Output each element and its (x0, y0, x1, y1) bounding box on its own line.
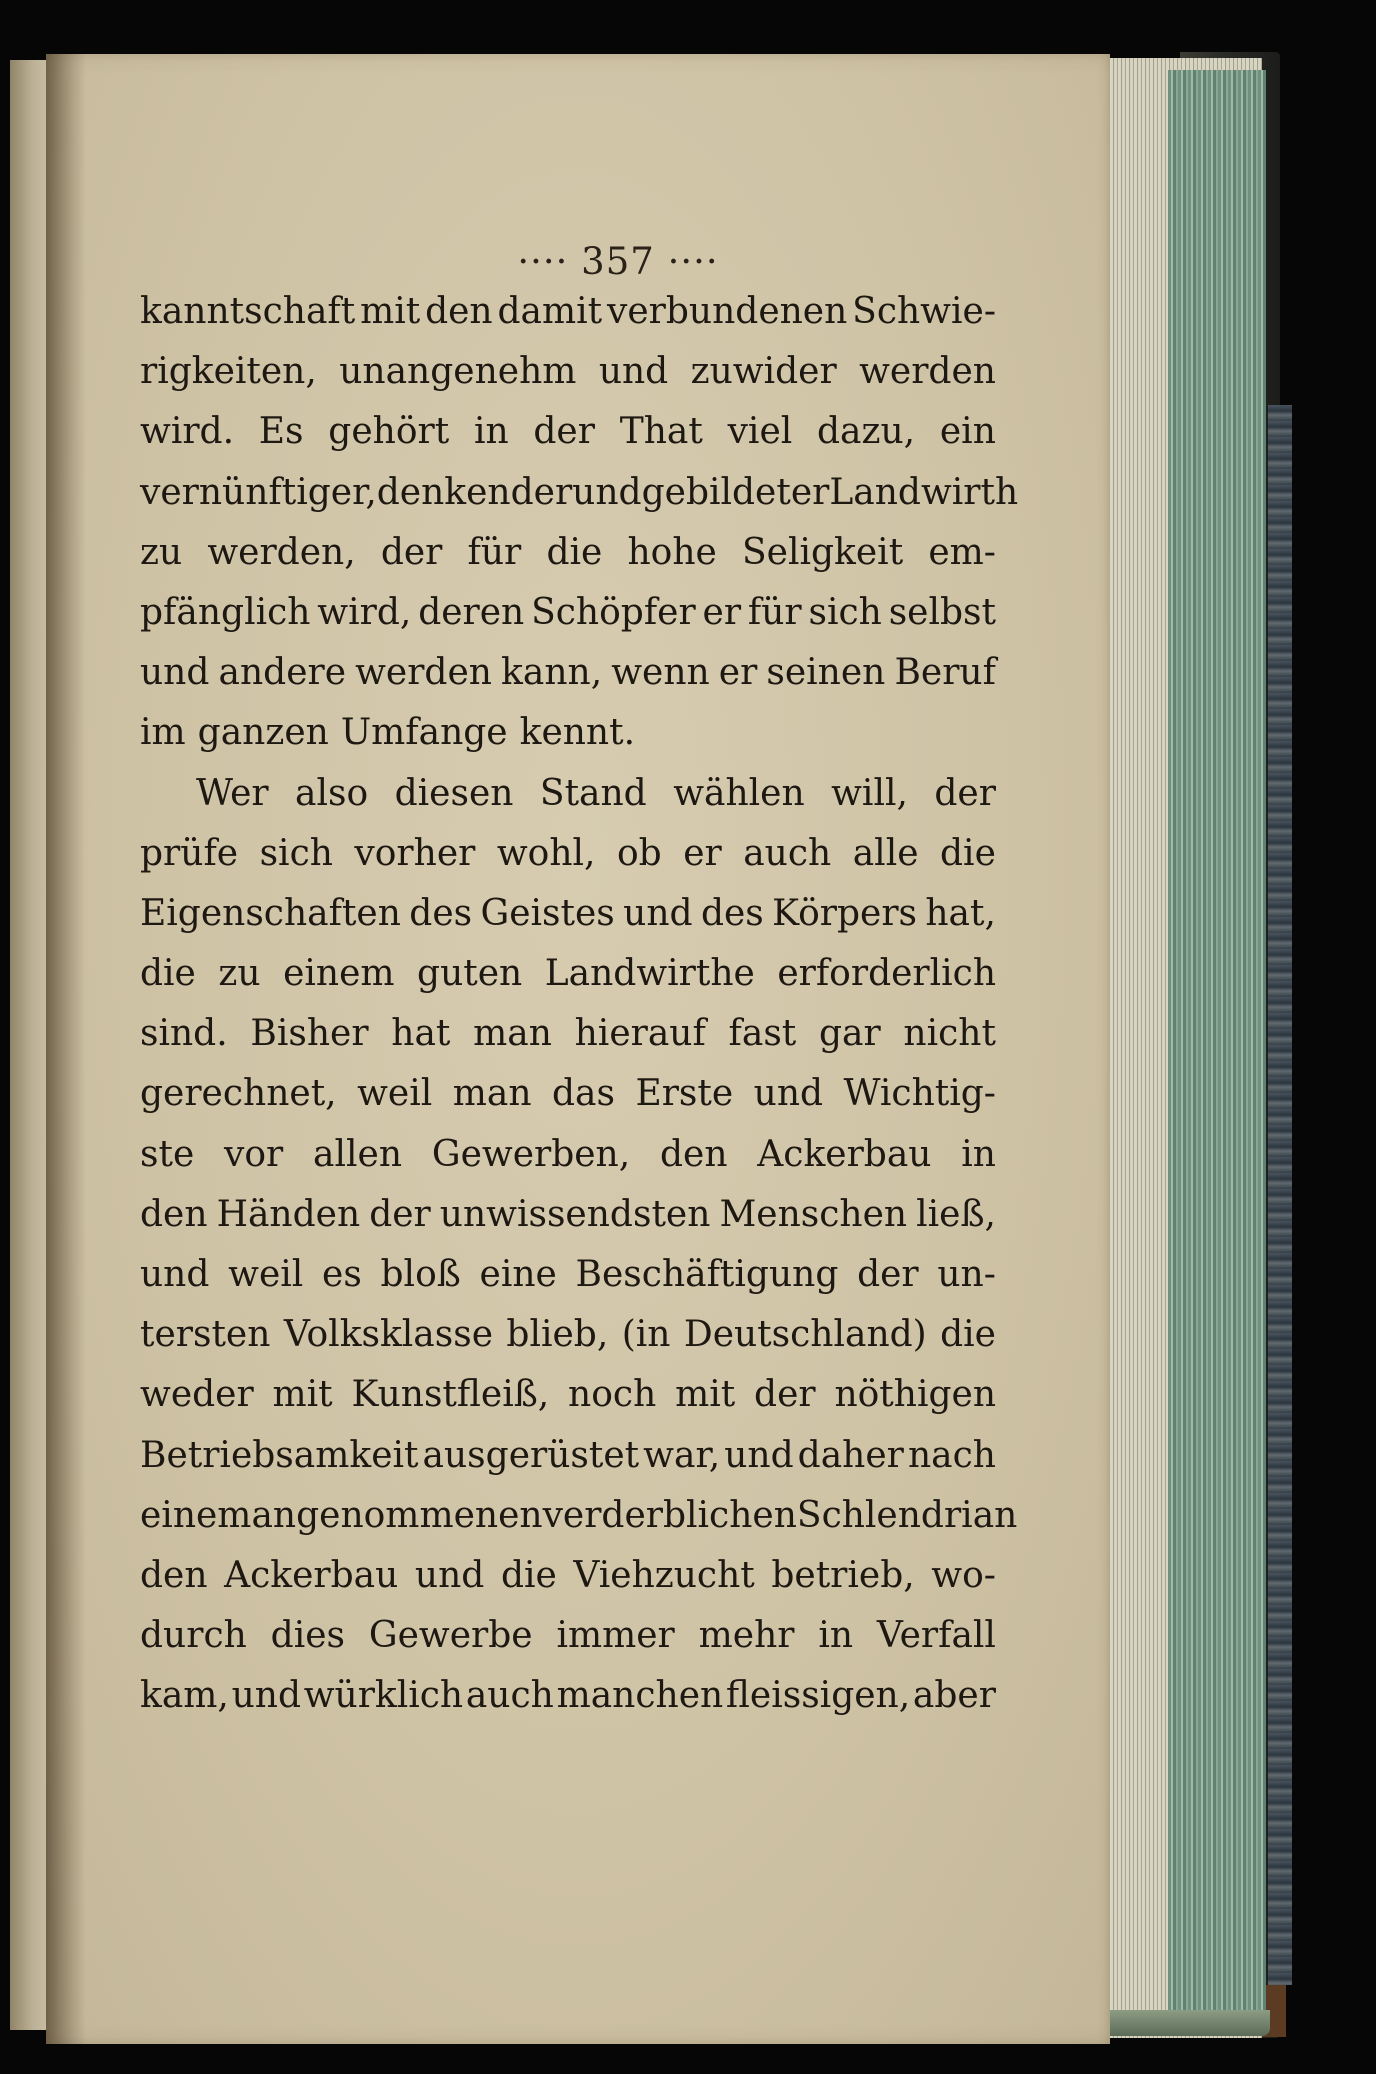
word: für (747, 591, 802, 633)
word: und (724, 1434, 794, 1476)
word: und (572, 471, 642, 513)
text-line (140, 1073, 996, 1133)
word: der (380, 531, 443, 573)
word: Beruf (894, 652, 996, 694)
word: Ackerbau (224, 1554, 399, 1596)
text-line (140, 652, 996, 712)
word: mehr (698, 1615, 795, 1657)
word: daher (797, 1434, 904, 1476)
word: Schöpfer (531, 591, 696, 633)
word: angenommenen (251, 1494, 543, 1536)
word: ausgerüstet (422, 1434, 640, 1476)
word: em- (928, 531, 996, 573)
word: also (295, 772, 369, 814)
word: gerechnet, (140, 1073, 337, 1115)
previous-page-edge (10, 60, 49, 2030)
word: hat, (925, 892, 996, 934)
word: Landwirthe (544, 953, 755, 995)
text-line (140, 893, 996, 953)
word: die (546, 531, 603, 573)
word: mit (360, 291, 421, 332)
word: nicht (903, 1013, 996, 1055)
word: ob (616, 832, 662, 874)
word: die (140, 953, 196, 995)
word: Es (258, 411, 304, 453)
word: der (934, 772, 996, 814)
word: Händen (216, 1193, 361, 1235)
word: des (409, 892, 473, 934)
word: (in (621, 1314, 671, 1356)
text-line (140, 1555, 996, 1615)
word: Umfange (340, 712, 508, 754)
word: Körpers (772, 892, 917, 934)
word: denkender (376, 471, 573, 513)
word: alle (852, 832, 919, 874)
word: Verfall (876, 1615, 996, 1657)
word: weil (228, 1254, 304, 1295)
text-line (140, 712, 996, 772)
word: nöthigen (834, 1374, 996, 1416)
word: gebildeter (641, 471, 830, 513)
word: fast (728, 1013, 797, 1055)
book-page (46, 54, 1110, 2044)
text-line (140, 1374, 996, 1434)
word: wenn (611, 652, 710, 694)
word: gehört (328, 411, 450, 453)
text-line (140, 1314, 996, 1374)
word: weder (140, 1374, 254, 1416)
word: einem (140, 1494, 252, 1536)
word: aber (912, 1675, 996, 1717)
word: deren (418, 591, 525, 633)
word: eine (479, 1254, 557, 1295)
word: ste (140, 1133, 195, 1175)
word: und (598, 351, 669, 393)
word: die (940, 832, 996, 874)
word: ein (939, 411, 996, 453)
word: viel (727, 411, 793, 453)
word: man (473, 1013, 552, 1055)
word: und (753, 1073, 824, 1115)
word: sich (259, 832, 333, 874)
spine-shadow (46, 54, 86, 2044)
word: Deutschland) (683, 1314, 927, 1356)
text-line (140, 1013, 996, 1073)
word: gar (818, 1013, 881, 1055)
cover-marbled-edge (1268, 405, 1292, 1985)
word: durch (140, 1615, 247, 1657)
word: Gewerbe (368, 1615, 533, 1657)
word: Kunstfleiß, (351, 1374, 550, 1416)
text-line (140, 1134, 996, 1194)
word: ließ, (916, 1193, 996, 1235)
word: fleissigen, (725, 1675, 911, 1717)
word: dazu, (817, 411, 916, 453)
green-page-edges (1168, 70, 1266, 2032)
word: es (322, 1254, 362, 1295)
word: würklich (303, 1675, 464, 1717)
word: pfänglich (140, 591, 311, 633)
word: Viehzucht (573, 1554, 755, 1596)
word: nach (907, 1434, 996, 1476)
word: Beschäftigung (575, 1254, 839, 1295)
page-text-block (140, 240, 1019, 1736)
word: auch (743, 832, 832, 874)
word: immer (556, 1615, 675, 1657)
word: Menschen (719, 1193, 908, 1235)
word: kanntschaft (140, 291, 356, 332)
text-line (140, 1675, 996, 1735)
word: den (140, 1193, 208, 1235)
text-line (140, 592, 996, 652)
text-line (140, 291, 996, 351)
word: für (467, 531, 522, 573)
text-line (140, 1194, 996, 1254)
word: allen (313, 1133, 403, 1175)
word: ganzen (197, 712, 329, 754)
text-line (140, 1494, 1018, 1555)
word: betrieb, (771, 1554, 915, 1596)
word: das (551, 1073, 615, 1115)
word: wird, (317, 591, 412, 633)
word: vernünftiger, (140, 471, 377, 513)
word: tersten (140, 1314, 271, 1356)
word: sich (808, 591, 882, 633)
word: Gewerben, (431, 1133, 631, 1175)
word: bloß (380, 1254, 461, 1295)
word: Wer (196, 772, 269, 814)
word: auch (465, 1675, 554, 1717)
word: Eigenschaften (140, 892, 401, 934)
word: guten (417, 953, 523, 995)
word: zu (140, 531, 183, 573)
word: will, (831, 772, 908, 814)
word: und (140, 652, 210, 694)
text-line (140, 411, 996, 471)
text-line (140, 471, 1019, 532)
word: in (961, 1133, 996, 1175)
word: er (683, 832, 722, 874)
word: damit (497, 291, 603, 332)
word: die (500, 1554, 557, 1596)
word: wählen (673, 772, 805, 814)
word: blieb, (506, 1314, 609, 1356)
word: Stand (539, 772, 647, 814)
word: werden, (207, 531, 356, 573)
word: unwissendsten (439, 1193, 711, 1235)
text-line (140, 953, 996, 1013)
word: sind. (140, 1013, 228, 1055)
text-line (140, 1615, 996, 1675)
word: hierauf (574, 1013, 706, 1055)
word: er (718, 652, 758, 694)
word: mit (272, 1374, 333, 1416)
word: wohl, (496, 832, 596, 874)
word: zuwider (690, 351, 837, 393)
text-line (140, 351, 996, 411)
word: unangenehm (339, 351, 577, 393)
word: Schlendrian (796, 1494, 1018, 1536)
word: des (700, 892, 764, 934)
word: werden (355, 652, 492, 694)
word: und (140, 1254, 210, 1295)
text-line (140, 1435, 996, 1495)
word: Seligkeit (742, 531, 904, 573)
word: den (425, 291, 493, 332)
text-line (140, 1254, 996, 1314)
word: kann, (501, 652, 603, 694)
word: dies (270, 1615, 345, 1657)
word: Geistes (480, 892, 615, 934)
word: einem (283, 953, 395, 995)
word: vor (224, 1133, 284, 1175)
word: Volksklasse (283, 1314, 494, 1356)
text-lines (140, 291, 1019, 1736)
word: Bisher (250, 1013, 369, 1055)
word: Wichtig- (843, 1073, 996, 1115)
word: verbundenen (607, 291, 848, 332)
word: der (754, 1374, 816, 1416)
word: der (857, 1254, 919, 1295)
word: wird. (140, 411, 235, 453)
word: die (940, 1314, 996, 1356)
word: prüfe (140, 832, 239, 874)
word: werden (859, 351, 996, 393)
word: rigkeiten, (140, 351, 317, 393)
page-number: ···· 357 ···· (517, 240, 719, 283)
word: That (619, 411, 703, 453)
word: kennt. (519, 712, 636, 754)
word: und (623, 892, 693, 934)
word: und (231, 1675, 301, 1717)
word: man (452, 1073, 532, 1115)
word: andere (218, 652, 347, 694)
word: kam, (140, 1675, 229, 1717)
text-line (140, 833, 996, 893)
word: vorher (354, 832, 476, 874)
text-line (140, 773, 996, 833)
word: verderblichen (542, 1494, 797, 1536)
word: den (659, 1133, 728, 1175)
page-edge-bottom (1090, 2010, 1270, 2036)
word: der (533, 411, 595, 453)
word: mit (675, 1374, 736, 1416)
word: Erste (635, 1073, 734, 1115)
word: weil (357, 1073, 433, 1115)
word: erforderlich (777, 953, 996, 995)
word: der (369, 1193, 431, 1235)
word: Ackerbau (757, 1133, 932, 1175)
word: hohe (627, 531, 717, 573)
word: und (414, 1554, 485, 1596)
word: er (702, 591, 742, 633)
word: zu (218, 953, 261, 995)
word: in (473, 411, 509, 453)
word: manchen (556, 1675, 724, 1717)
word: Schwie- (852, 291, 996, 332)
word: seinen (766, 652, 886, 694)
word: noch (568, 1374, 657, 1416)
text-line (140, 532, 996, 592)
word: den (140, 1554, 208, 1596)
word: in (818, 1615, 854, 1657)
word: Betriebsamkeit (140, 1434, 419, 1476)
word: wo- (931, 1554, 996, 1596)
word: hat (391, 1013, 451, 1055)
word: diesen (394, 772, 514, 814)
word: un- (937, 1254, 996, 1295)
word: selbst (888, 591, 996, 633)
word: war, (643, 1434, 721, 1476)
word: Landwirth (829, 471, 1019, 513)
word: im (140, 712, 186, 754)
